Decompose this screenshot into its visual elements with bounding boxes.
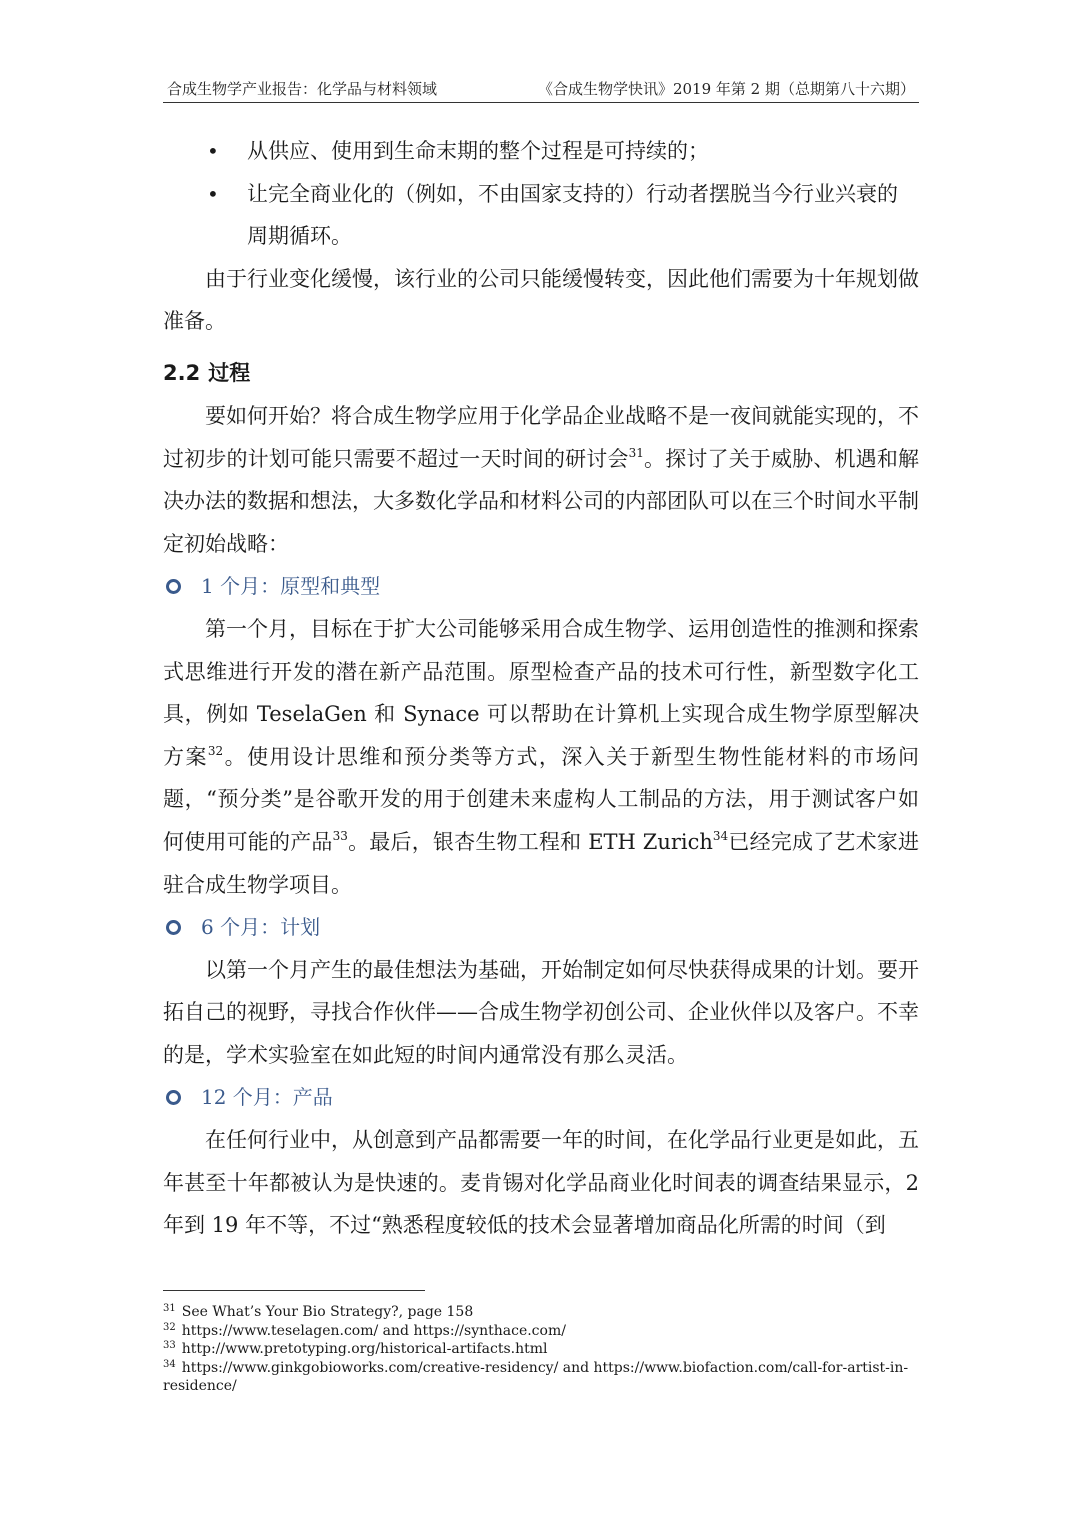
section-number: 2.2 — [163, 360, 201, 385]
footnote-number: 33 — [163, 1340, 176, 1351]
footnote-link[interactable]: https://www.teselagen.com/ and https://synthace.com/ — [181, 1322, 566, 1339]
footnote-number: 32 — [163, 1321, 176, 1333]
header-divider — [163, 102, 919, 103]
paragraph-intro: 由于行业变化缓慢，该行业的公司只能缓慢转变，因此他们需要为十年规划做准备。 — [163, 266, 919, 334]
bullet-text-continued: 周期循环。 — [247, 224, 352, 249]
bullet-item — [163, 173, 919, 258]
paragraph-month1-part: 已经完成了艺术家进驻合成生物学项目。 — [163, 829, 920, 897]
subheading-label: 12 个月：产品 — [201, 1085, 333, 1110]
subheading-6-months — [163, 906, 919, 949]
bullet-text: 从供应、使用到生命末期的整个过程是可持续的； — [247, 139, 709, 163]
footnote-text: See What’s Your Bio Strategy?, page 158 — [181, 1304, 474, 1320]
ring-bullet-icon — [166, 920, 181, 935]
subheading-label: 6 个月：计划 — [201, 915, 321, 940]
paragraph-month1-part: 第一个月，目标在于扩大公司能够采用合成生物学、运用创造性的推测和探索式思维进行开发的潜在新产品范围。原型检查产品的技术可行性，新型数字化工具，例如 TeselaGen 和 Synace 可以帮助在计算机上实现合成生物学原型解决方案 — [163, 616, 919, 769]
paragraph-month6: 以第一个月产生的最佳想法为基础，开始制定如何尽快获得成果的计划。要开拓自己的视野，寻找合作伙伴——合成生物学初创公司、企业伙伴以及客户。不幸的是，学术实验室在如此短的时间内通常没有那么灵活。 — [163, 957, 919, 1067]
paragraph-process-part: 。探讨了关于威胁、机遇和解决办法的数据和想法，大多数化学品和材料公司的内部团队可以在三个时间水平制定初始战略： — [163, 446, 919, 556]
footnote-item — [163, 1322, 919, 1341]
bullet-text: 让完全商业化的（例如，不由国家支持的）行动者摆脱当今行业兴衰的 — [247, 181, 898, 206]
paragraph-month1-part: 。最后，银杏生物工程和 ETH Zurich — [347, 829, 713, 854]
footnote-ref[interactable]: 32 — [207, 743, 224, 758]
ring-bullet-icon — [166, 1090, 181, 1105]
footnote-ref[interactable]: 31 — [628, 445, 644, 460]
section-title: 过程 — [208, 360, 251, 385]
footnote-item — [163, 1359, 919, 1396]
footnote-ref[interactable]: 33 — [332, 828, 348, 843]
body-text — [163, 130, 919, 1247]
footnotes — [163, 1303, 919, 1396]
paragraph-month1-part: 。使用设计思维和预分类等方式，深入关于新型生物性能材料的市场问题，“预分类”是谷歌开发的用于创建未来虚构人工制品的方法，用于测试客户如何使用可能的产品 — [163, 744, 920, 854]
paragraph-process-part: 要如何开始？将合成生物学应用于化学品企业战略不是一夜间就能实现的，不过初步的计划可能只需要不超过一天时间的研讨会 — [163, 403, 919, 471]
footnote-number: 31 — [163, 1303, 176, 1314]
footnote-link[interactable]: https://www.ginkgobioworks.com/creative-residency/ and https://www.biofaction.com/call-for-artist-in-residence/ — [163, 1359, 909, 1394]
footnote-link[interactable]: http://www.pretotyping.org/historical-artifacts.html — [181, 1341, 548, 1357]
paragraph-process — [163, 395, 919, 565]
footnote-divider — [163, 1290, 425, 1291]
ring-bullet-icon — [166, 579, 181, 594]
running-header — [163, 78, 919, 100]
paragraph-month12: 在任何行业中，从创意到产品都需要一年的时间，在化学品行业更是如此，五年甚至十年都被认为是快速的。麦肯锡对化学品商业化时间表的调查结果显示，2 年到 19 年不等，不过“熟悉程度较低的技术会显著增加商品化所需的时间（到 — [163, 1128, 919, 1238]
paragraph-month1 — [163, 608, 919, 906]
bullet-item — [163, 130, 919, 173]
header-report-title: 合成生物学产业报告：化学品与材料领域 — [167, 80, 438, 98]
header-issue-info: 《合成生物学快讯》2019 年第 2 期（总期第八十六期） — [537, 80, 915, 98]
footnote-item — [163, 1303, 919, 1322]
bullet-dot-icon: • — [207, 181, 219, 206]
bullet-dot-icon: • — [207, 139, 219, 163]
subheading-label: 1 个月：原型和典型 — [201, 574, 381, 599]
footnote-number: 34 — [163, 1358, 176, 1370]
footnote-ref[interactable]: 34 — [712, 828, 729, 843]
subheading-12-months — [163, 1076, 919, 1119]
footnote-item — [163, 1340, 919, 1359]
section-heading — [163, 353, 919, 393]
subheading-1-month — [163, 565, 919, 608]
